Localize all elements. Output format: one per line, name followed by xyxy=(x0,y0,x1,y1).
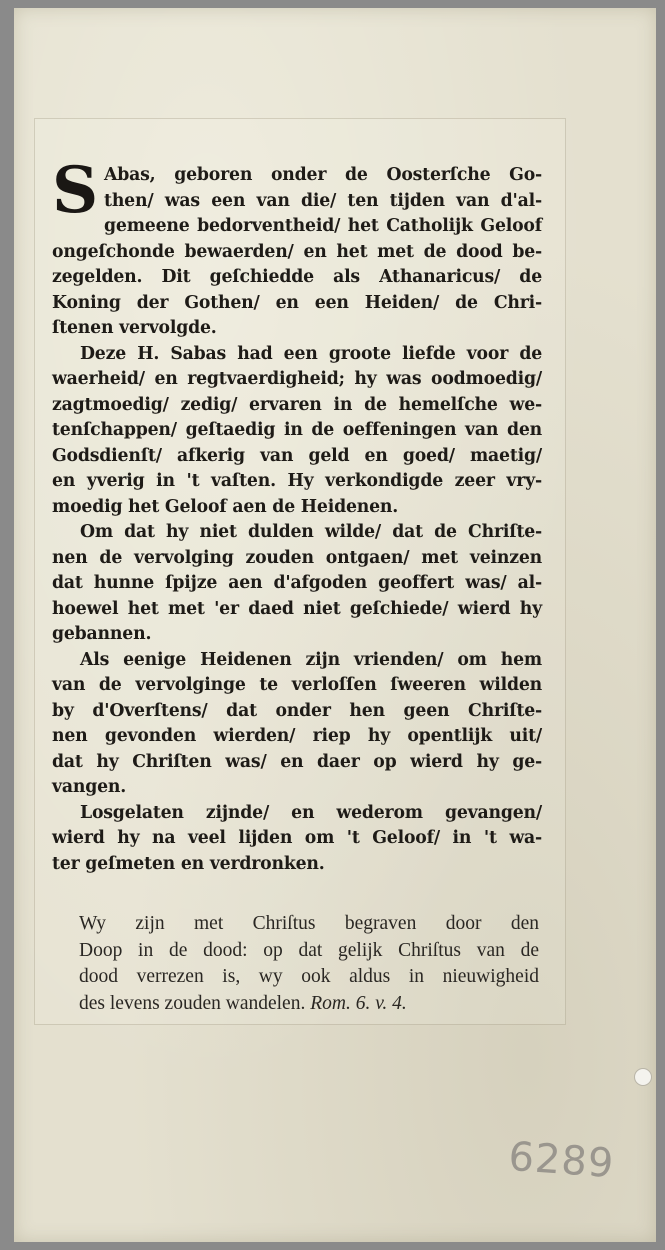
text-line: waerheid/ en regtvaerdigheid; hy was oodmoedig/ xyxy=(52,369,542,389)
quote-line: Wy zijn met Chriſtus begraven door den xyxy=(79,913,539,934)
paragraph-4 xyxy=(52,648,542,801)
text-line: zegelden. Dit geſchiedde als Athanaricus/ de xyxy=(52,267,542,287)
drop-cap-letter: S xyxy=(52,153,99,228)
saint-biography-text xyxy=(52,153,542,877)
quote-last-line xyxy=(79,991,539,1018)
text-line: by d'Overſtens/ dat onder hen geen Chriſte- xyxy=(52,700,542,721)
text-line: gemeene bedorventheid/ het Catholijk Geloof xyxy=(104,216,542,236)
text-line: ter geſmeten en verdronken. xyxy=(52,853,325,874)
paper-hole xyxy=(634,1068,652,1086)
text-line: Koning der Gothen/ en een Heiden/ de Chri- xyxy=(52,292,542,313)
text-line: Als eenige Heidenen zijn vrienden/ om hem xyxy=(80,649,542,670)
text-line: then/ was een van die/ ten tijden van d'al- xyxy=(104,190,542,211)
text-line: zagtmoedig/ zedig/ ervaren in de hemelſche we- xyxy=(52,394,542,415)
text-line: Godsdienſt/ afkerig van geld en goed/ maetig/ xyxy=(52,445,542,466)
text-line: Losgelaten zijnde/ en wederom gevangen/ xyxy=(80,802,542,823)
paragraph-5 xyxy=(52,801,542,878)
text-line: Deze H. Sabas had een groote liefde voor de xyxy=(80,343,542,364)
text-line: en yverig in 't vaſten. Hy verkondigde zeer vry- xyxy=(52,471,542,491)
paragraph-3 xyxy=(52,520,542,648)
text-line: ſtenen vervolgde. xyxy=(52,318,217,338)
text-line: van de vervolginge te verloſſen ſweeren wilden xyxy=(52,675,542,695)
quote-line: des levens zouden wandelen. xyxy=(79,992,306,1014)
scripture-reference: Rom. 6. v. 4. xyxy=(310,992,407,1014)
scripture-quote xyxy=(79,911,539,1017)
text-line: vangen. xyxy=(52,777,127,797)
text-line: gebannen. xyxy=(52,624,152,644)
text-line: Abas, geboren onder de Oosterſche Go- xyxy=(104,165,542,185)
text-line: Om dat hy niet dulden wilde/ dat de Chriſte- xyxy=(80,522,542,542)
handwritten-inventory-number: 6289 xyxy=(507,1133,616,1188)
paragraph-1 xyxy=(52,153,542,342)
paragraph-2 xyxy=(52,342,542,521)
text-line: dat hunne ſpijze aen d'afgoden geoffert was/ al- xyxy=(52,573,542,593)
text-line: hoewel het met 'er daed niet geſchiede/ wierd hy xyxy=(52,598,542,619)
text-line: nen de vervolging zouden ontgaen/ met veinzen xyxy=(52,547,542,568)
text-line: nen gevonden wierden/ riep hy opentlijk uit/ xyxy=(52,726,542,746)
text-line: dat hy Chriſten was/ en daer op wierd hy ge- xyxy=(52,751,542,772)
quote-line: Doop in de dood: op dat gelijk Chriſtus van de xyxy=(79,939,539,961)
quote-line: dood verrezen is, wy ook aldus in nieuwigheid xyxy=(79,966,539,987)
text-line: tenſchappen/ geſtaedig in de oeffeningen van den xyxy=(52,420,542,440)
text-line: ongeſchonde bewaerden/ en het met de dood be- xyxy=(52,241,542,262)
text-line: moedig het Geloof aen de Heidenen. xyxy=(52,496,399,517)
text-line: wierd hy na veel lijden om 't Geloof/ in 't wa- xyxy=(52,828,542,848)
